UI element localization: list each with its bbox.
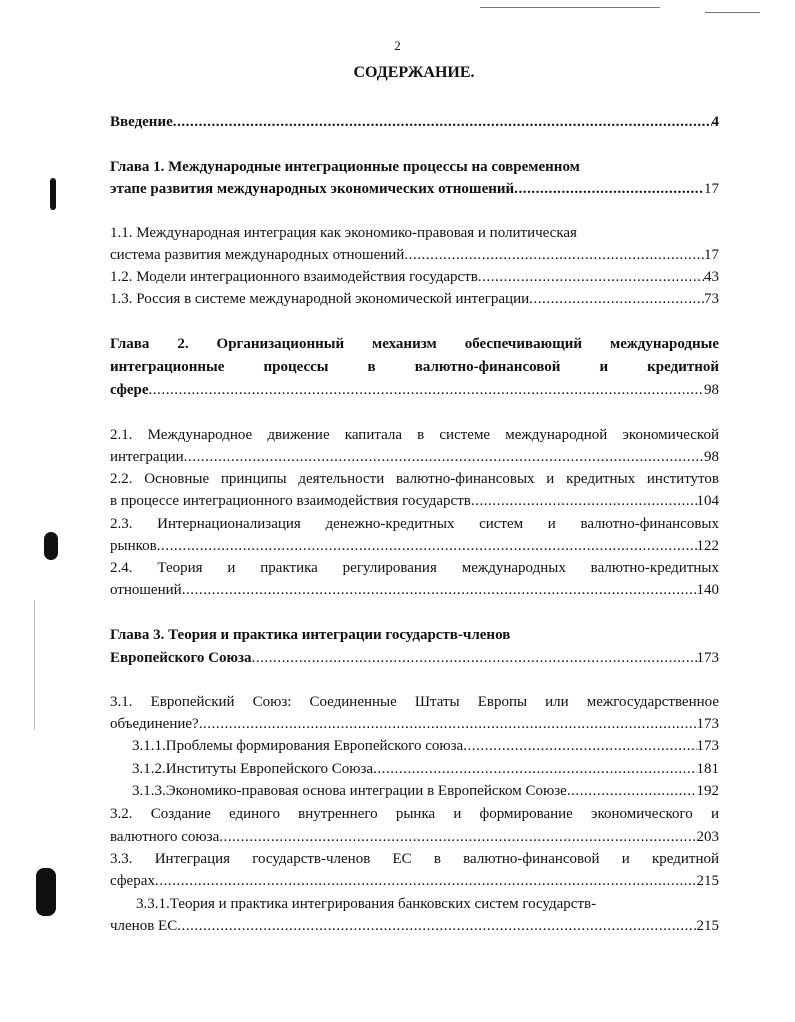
toc-section-2-3-line1[interactable]: 2.3. Интернационализация денежно-кредитных систем и валютно-финансовых (110, 516, 719, 532)
toc-section-2-2-line2[interactable]: в процессе интеграционного взаимодействия государств . . . 104 (110, 490, 719, 512)
scan-rule-top-right (705, 12, 760, 13)
toc-section-2-1-line2[interactable]: интеграции . . . 98 (110, 446, 719, 468)
toc-section-2-1-line1[interactable]: 2.1. Международное движение капитала в системе международной экономической (110, 427, 719, 443)
toc-section-1-1-line1[interactable]: 1.1. Международная интеграция как экономико-правовая и политическая (110, 225, 577, 241)
toc-section-3-2-line2[interactable]: валютного союза . . . 203 (110, 826, 719, 848)
toc-chapter-3-line1[interactable]: Глава 3. Теория и практика интеграции государств-членов (110, 627, 511, 643)
toc-section-2-3-line2[interactable]: рынков . . . 122 (110, 535, 719, 557)
toc-section-3-1-line1[interactable]: 3.1. Европейский Союз: Соединенные Штаты Европы или межгосударственное (110, 694, 719, 710)
toc-section-1-1-line2[interactable]: система развития международных отношений . . . 17 (110, 244, 719, 266)
toc-section-2-2-line1[interactable]: 2.2. Основные принципы деятельности валютно-финансовых и кредитных институтов (110, 471, 719, 487)
toc-chapter-1-line1[interactable]: Глава 1. Международные интеграционные процессы на современном (110, 159, 580, 175)
toc-chapter-1-line2[interactable]: этапе развития международных экономических отношений . . . 17 (110, 178, 719, 200)
toc-chapter-3-line2[interactable]: Европейского Союза . . . 173 (110, 647, 719, 669)
toc-section-3-1-3[interactable]: 3.1.3.Экономико-правовая основа интеграции в Европейском Союзе . . . 192 (110, 780, 719, 802)
toc-section-3-3-1-line2[interactable]: членов ЕС . . . 215 (110, 915, 719, 937)
toc-chapter-2-line2[interactable]: интеграционные процессы в валютно-финансовой и кредитной (110, 359, 719, 375)
toc-entry-intro[interactable]: Введение . . . 4 (110, 111, 719, 133)
toc-section-3-1-1[interactable]: 3.1.1.Проблемы формирования Европейского союза . . . 173 (110, 735, 719, 757)
toc-section-3-1-2[interactable]: 3.1.2.Институты Европейского Союза . . . 181 (110, 758, 719, 780)
toc-title: СОДЕРЖАНИЕ. (353, 64, 475, 81)
binding-mark (36, 868, 56, 916)
toc-section-2-4-line2[interactable]: отношений . . . 140 (110, 579, 719, 601)
toc-section-3-2-line1[interactable]: 3.2. Создание единого внутреннего рынка и формирование экономического и (110, 806, 719, 822)
toc-section-3-3-line2[interactable]: сферах . . . 215 (110, 870, 719, 892)
scan-rule-top (480, 7, 660, 8)
page-number: 2 (394, 38, 401, 53)
toc-section-3-1-line2[interactable]: объединение? . . . 173 (110, 713, 719, 735)
toc-section-1-2[interactable]: 1.2. Модели интеграционного взаимодействия государств . . . 43 (110, 266, 719, 288)
toc-section-1-3[interactable]: 1.3. Россия в системе международной экономической интеграции . . . 73 (110, 288, 719, 310)
toc-section-3-3-1-line1[interactable]: 3.3.1.Теория и практика интегрирования банковских систем государств- (136, 896, 597, 912)
toc-section-2-4-line1[interactable]: 2.4. Теория и практика регулирования международных валютно-кредитных (110, 560, 719, 576)
toc-chapter-2-line1[interactable]: Глава 2. Организационный механизм обеспечивающий международные (110, 336, 719, 352)
binding-mark (44, 532, 58, 560)
binding-mark (50, 178, 56, 210)
toc-chapter-2-line3[interactable]: сфере . . . 98 (110, 379, 719, 401)
scan-edge-line (34, 600, 35, 730)
toc-section-3-3-line1[interactable]: 3.3. Интеграция государств-членов ЕС в валютно-финансовой и кредитной (110, 851, 719, 867)
